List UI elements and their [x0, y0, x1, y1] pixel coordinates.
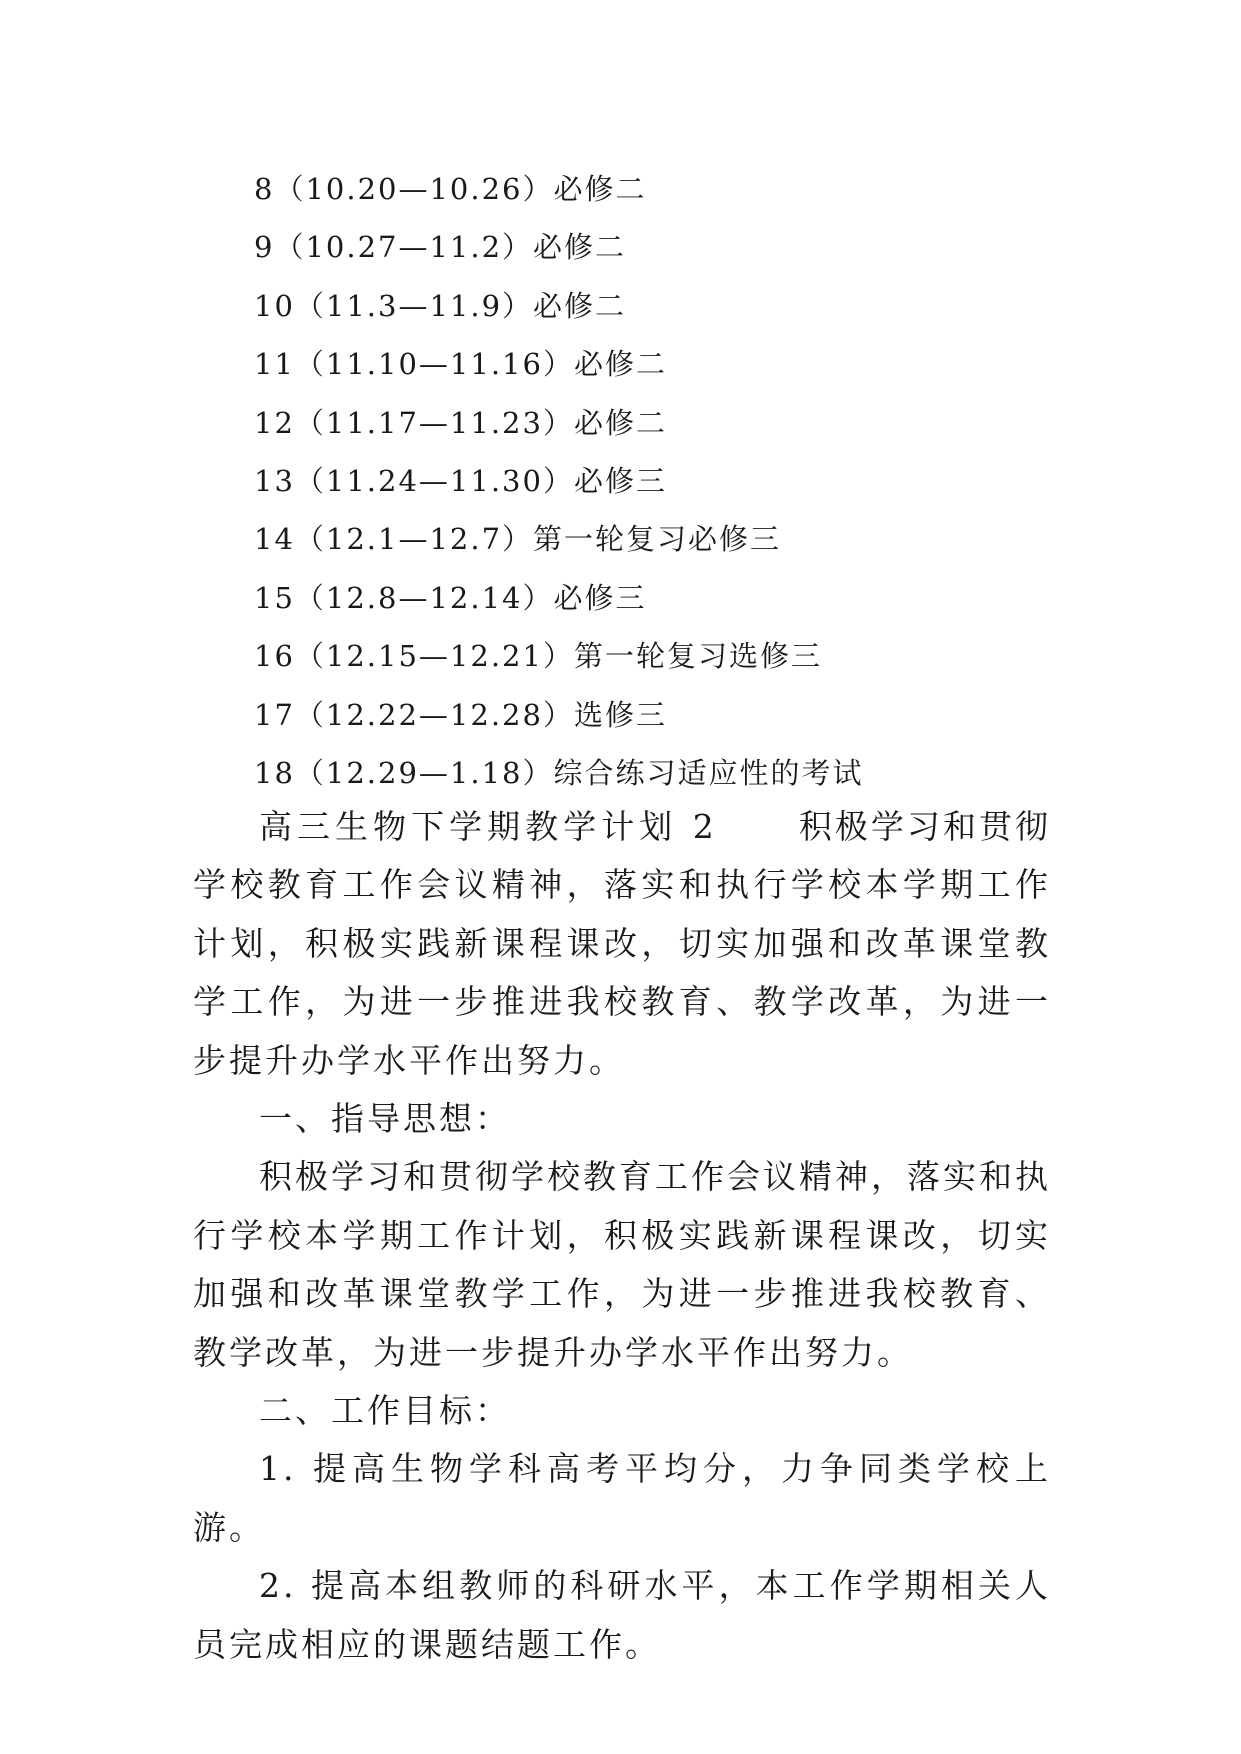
schedule-item: 13（11.24—11.30）必修三 — [254, 463, 667, 498]
schedule-item: 15（12.8—12.14）必修三 — [254, 580, 647, 615]
schedule-item: 12（11.17—11.23）必修二 — [254, 405, 667, 440]
intro-text: 积极学习和贯彻学校教育工作会议精神，落实和执行学校本学期工作计划，积极实践新课程课改，切实加强和改革课堂教学工作，为进一步推进我校教育、教学改革，为进一步提升办学水平作出努力。 — [193, 807, 1051, 1080]
document-body — [193, 798, 1051, 1674]
schedule-item: 14（12.1—12.7）第一轮复习必修三 — [254, 522, 782, 557]
schedule-item: 10（11.3—11.9）必修二 — [254, 288, 627, 323]
weekly-schedule-list — [254, 160, 864, 802]
intro-paragraph — [193, 798, 1051, 1090]
schedule-item: 16（12.15—12.21）第一轮复习选修三 — [254, 639, 822, 674]
schedule-item: 18（12.29—1.18）综合练习适应性的考试 — [254, 755, 864, 790]
schedule-item: 11（11.10—11.16）必修二 — [254, 347, 667, 382]
plan-title: 高三生物下学期教学计划 2 — [259, 807, 719, 846]
section1-text: 积极学习和贯彻学校教育工作会议精神，落实和执行学校本学期工作计划，积极实践新课程课改，切实加强和改革课堂教学工作，为进一步推进我校教育、教学改革，为进一步提升办学水平作出努力。 — [193, 1157, 1051, 1372]
schedule-item: 17（12.22—12.28）选修三 — [254, 697, 667, 732]
section1-heading: 一、指导思想： — [259, 1099, 511, 1139]
goal-item-2: 2. 提高本组教师的科研水平，本工作学期相关人员完成相应的课题结题工作。 — [193, 1566, 1051, 1664]
goal-item-1: 1. 提高生物学科高考平均分，力争同类学校上游。 — [193, 1449, 1051, 1547]
schedule-item: 8（10.20—10.26）必修二 — [254, 172, 647, 206]
section2-heading: 二、工作目标： — [259, 1391, 511, 1431]
schedule-item: 9（10.27—11.2）必修二 — [254, 230, 627, 265]
